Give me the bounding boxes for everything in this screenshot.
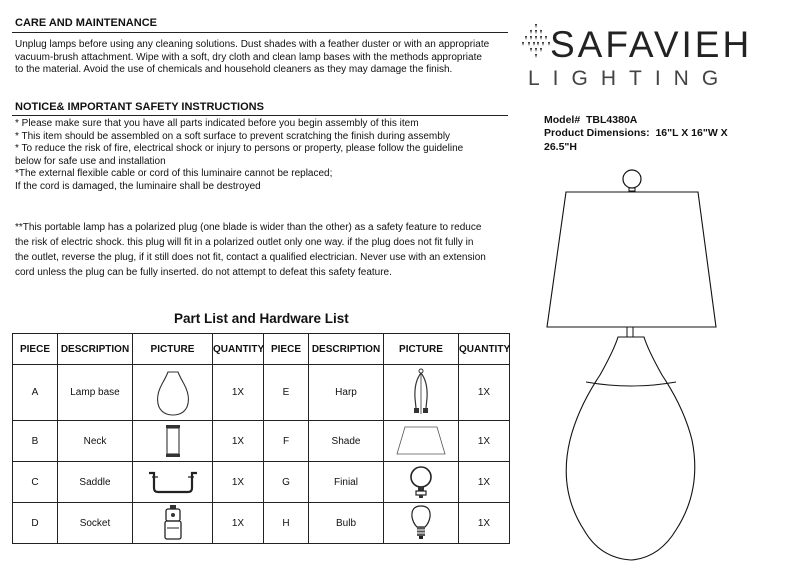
- picture-cell: [133, 503, 213, 544]
- plug-line: the outlet, reverse the plug, if it still does not fit, contact a qualified electrician. Never use with an extension: [15, 252, 486, 263]
- bulb-icon: [409, 504, 433, 542]
- description-cell: Lamp base: [58, 365, 133, 421]
- notice-line: * To reduce the risk of fire, electrical shock or injury to persons or property, please follow the guideline: [15, 143, 464, 155]
- quantity-cell: 1X: [459, 503, 510, 544]
- quantity-cell: 1X: [213, 462, 264, 503]
- picture-cell: [133, 421, 213, 462]
- table-row: [13, 365, 510, 421]
- finial-icon: [406, 464, 436, 500]
- model-label: Model#: [544, 114, 581, 126]
- header-quantity: QUANTITY: [213, 334, 264, 365]
- table-row: [13, 462, 510, 503]
- plug-line: the risk of electric shock. this plug will fit in a polarized outlet only one way. if the plug does not fit fully in: [15, 237, 474, 248]
- socket-icon: [161, 504, 185, 542]
- care-line: Unplug lamps before using any cleaning solutions. Dust shades with a feather duster or with an appropriate: [15, 39, 490, 50]
- notice-line: * Please make sure that you have all parts indicated before you begin assembly of this item: [15, 118, 419, 129]
- chandelier-logo-icon: [521, 22, 551, 62]
- picture-cell: [133, 462, 213, 503]
- care-text: [15, 39, 489, 77]
- table-row: [13, 503, 510, 544]
- care-title: CARE AND MAINTENANCE: [15, 17, 157, 29]
- table-row: [13, 421, 510, 462]
- notice-line: below for safe use and installation: [15, 155, 166, 167]
- piece-cell: C: [13, 462, 58, 503]
- quantity-cell: 1X: [213, 421, 264, 462]
- quantity-cell: 1X: [213, 503, 264, 544]
- piece-cell: F: [264, 421, 309, 462]
- piece-cell: B: [13, 421, 58, 462]
- picture-cell: [384, 365, 459, 421]
- quantity-cell: 1X: [459, 462, 510, 503]
- notice-line: * This item should be assembled on a soft surface to prevent scratching the finish during assembly: [15, 130, 451, 142]
- piece-cell: H: [264, 503, 309, 544]
- notice-line: If the cord is damaged, the luminaire shall be destroyed: [15, 180, 261, 192]
- picture-cell: [133, 365, 213, 421]
- saddle-icon: [146, 467, 200, 497]
- picture-cell: [384, 421, 459, 462]
- header-piece: PIECE: [264, 334, 309, 365]
- description-cell: Shade: [309, 421, 384, 462]
- parts-header-row: [13, 334, 510, 365]
- care-line: to the material. Avoid the use of chemicals and household cleaners as they may damage the finish.: [15, 64, 453, 76]
- brand-name: SAFAVIEH: [550, 24, 753, 65]
- piece-cell: D: [13, 503, 58, 544]
- care-divider: [12, 32, 508, 33]
- header-description: DESCRIPTION: [58, 334, 133, 365]
- lamp-base-icon: [153, 369, 193, 417]
- dimensions-line: [544, 127, 728, 141]
- brand-sub: LIGHTING: [528, 67, 732, 90]
- notice-text: [15, 118, 463, 194]
- description-cell: Finial: [309, 462, 384, 503]
- description-cell: Socket: [58, 503, 133, 544]
- notice-divider: [12, 115, 508, 116]
- header-picture: PICTURE: [384, 334, 459, 365]
- piece-cell: A: [13, 365, 58, 421]
- picture-cell: [384, 503, 459, 544]
- quantity-cell: 1X: [459, 421, 510, 462]
- harp-icon: [406, 368, 436, 418]
- shade-icon: [393, 424, 449, 458]
- care-line: vacuum-brush attachment. Wipe with a soft, dry cloth and clean lamp bases with the methods appropriate: [15, 51, 482, 63]
- quantity-cell: 1X: [213, 365, 264, 421]
- polarized-plug-note: [15, 220, 486, 280]
- description-cell: Saddle: [58, 462, 133, 503]
- dimensions-value: 16"L X 16"W X: [655, 127, 728, 139]
- header-quantity: QUANTITY: [459, 334, 510, 365]
- neck-icon: [158, 423, 188, 459]
- header-description: DESCRIPTION: [309, 334, 384, 365]
- description-cell: Harp: [309, 365, 384, 421]
- picture-cell: [384, 462, 459, 503]
- model-line: [544, 114, 637, 128]
- quantity-cell: 1X: [459, 365, 510, 421]
- notice-title: NOTICE& IMPORTANT SAFETY INSTRUCTIONS: [15, 101, 264, 113]
- model-number: TBL4380A: [586, 114, 638, 126]
- plug-line: cord unless the plug can be fully inserted. do not attempt to defeat this safety feature.: [15, 267, 392, 278]
- notice-line: *The external flexible cable or cord of this luminaire cannot be replaced;: [15, 168, 333, 180]
- description-cell: Neck: [58, 421, 133, 462]
- parts-list-title: Part List and Hardware List: [174, 311, 349, 326]
- description-cell: Bulb: [309, 503, 384, 544]
- piece-cell: G: [264, 462, 309, 503]
- plug-line: **This portable lamp has a polarized plug (one blade is wider than the other) as a safety feature to reduce: [15, 222, 482, 233]
- dimensions-line-2: 26.5"H: [544, 141, 577, 153]
- header-piece: PIECE: [13, 334, 58, 365]
- parts-table: [12, 333, 510, 544]
- table-lamp-icon: [534, 160, 734, 565]
- header-picture: PICTURE: [133, 334, 213, 365]
- piece-cell: E: [264, 365, 309, 421]
- dimensions-label: Product Dimensions:: [544, 127, 650, 139]
